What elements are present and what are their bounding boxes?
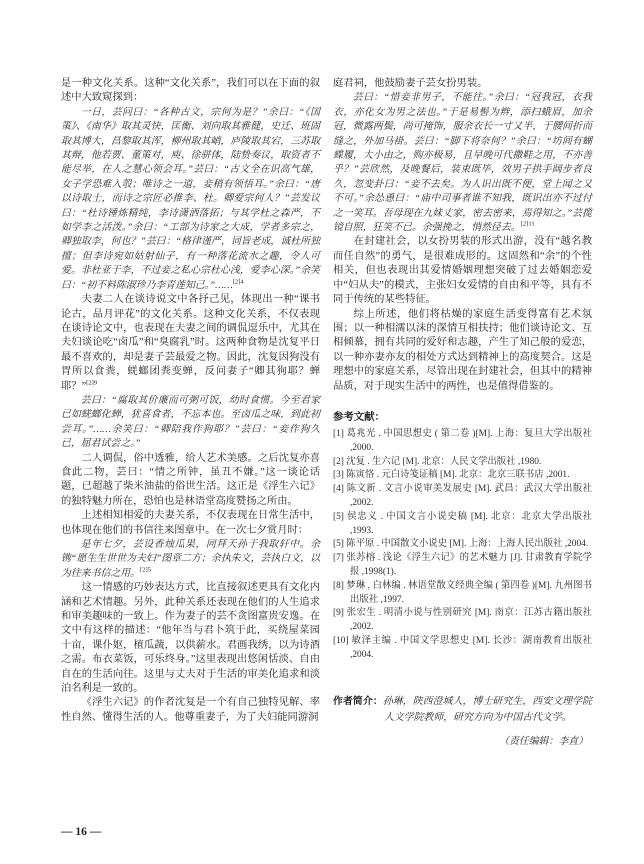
reference-item: [8] 梦琳 , 白林编 . 林语堂散文经典全编 ( 第四卷 )[M]. 九州图书出版社 ,1997. xyxy=(333,580,592,605)
quote-text: 芸曰：“惜妾非男子，不能往。”余曰：“冠我冠，衣我衣，亦化女为男之法也。”于是易髻为辫，添扫蛾眉，加余冠，微露两鬓，尚可掩饰，服余衣长一寸又半，于腰间折而缝之，外加马褂。芸曰：“脚下将奈何？”余曰：“坊间有蝴蝶履，大小由之，购亦极易，且早晚可代撒鞋之用，不亦善乎？”芸欣然，及晚餐后，装束既毕，效男子拱手阔步者良久，忽变卦曰：“妾不去矣。为人识出既不便，堂上闻之又不可。”余怂恿曰：“庙中司事者谁不知我，既识出亦不过付之一笑耳。吾母现在九妹丈家，密去密来，焉得知之。”芸揽镜自照，狂笑不已。余强挽之，悄然径去。 xyxy=(333,92,592,234)
two-column-layout xyxy=(61,77,592,747)
right-column xyxy=(333,77,592,747)
citation-marker: [2]5 xyxy=(140,566,152,574)
citation-marker: [2]9 xyxy=(86,379,98,387)
quote-text: 是年七夕，芸设香烛瓜果，同拜天孙于我取轩中。余镌“愿生生世世为夫妇”图章二方；余执朱文，芸执白文，以为往来书信之用。 xyxy=(61,539,320,579)
block-quote xyxy=(61,106,320,293)
block-quote xyxy=(61,394,320,452)
reference-item: [9] 张宏生 . 明清小说与性别研究 [M]. 南京：江苏古籍出版社 ,2002. xyxy=(333,608,592,633)
citation-marker: [2]11 xyxy=(520,220,535,228)
quote-text: 一日，芸问曰：“各种古文，宗何为是？”余曰：“《国策》、《南华》取其灵快，匡衡、刘向取其雅健，史迁、班固取其博大，昌黎取其浑，柳州取其峭，庐陵取其宕，三苏取其辩，他若贾、董策对，庾、徐骈体，陆贽奏议，取资者不能尽举，在人之慧心领会耳。”芸曰：“古文全在识高气雄，女子学恐难入彀；唯诗之一道，妾稍有领悟耳。”余曰：“唐以诗取士，而诗之宗匠必推李、杜。卿爱宗何人？”芸发议曰：“杜诗锤炼精纯，李诗潇洒落拓；与其学杜之森严，不如学李之活泼。”余曰：“工部为诗家之大成，学者多宗之，卿独取李，何也？”芸曰：“格律谨严，词旨老成，诚杜所独擅；但李诗宛如姑射仙子，有一种落花流水之趣，令人可爱。非杜亚于李，不过妾之私心宗杜心浅，爱李心深。”余笑曰：“初不料陈淑珍乃李青莲知己。”…… xyxy=(61,106,320,291)
left-column xyxy=(61,77,320,747)
author-bio xyxy=(333,694,592,725)
reference-item: [2] 沈复 . 生六记 [M]. 北京：人民文学出版社 ,1980. xyxy=(333,456,542,467)
paragraph xyxy=(333,235,592,307)
block-quote xyxy=(61,538,320,581)
citation-marker: [2]4 xyxy=(232,278,244,286)
paragraph-text: 二人调侃，俗中透雅，给人艺术美感。之后沈复亦喜食此二物，芸曰：“情之所钟，虽丑不嫌。”这一谈论话题，已超越了柴米油盐的俗世生活。这正是《浮生六记》的独特魅力所在，恐怕也是林语堂高度赞扬之所由。 xyxy=(61,452,320,507)
paragraph-text: 《浮生六记》的作者沈复是一个有自己独特见解、率性自然、懂得生活的人。他尊重妻子，为了夫妇能同游洞 xyxy=(61,697,320,723)
paragraph-text: 庭君祠，他鼓励妻子芸女扮男装。 xyxy=(333,78,488,89)
paragraph-text: 夫妻二人在谈诗说文中各抒己见，体现出一种“课书论古，品月评花”的文化关系。这种文化关系，不仅表现在谈诗论文中，也表现在夫妻之间的调侃逗乐中，尤其在夫妇谈论吃“卤瓜”和“臭腐乳”时。这两种食物是沈复平日最不喜欢的，却是妻子芸最爱之物。因此，沈复因狗没有胃所以食粪，蜣螂团粪变蝉，反问妻子“卿其狗耶？蝉耶？” xyxy=(61,294,320,392)
paragraph-text: 是一种文化关系。这种“文化关系”，我们可以在下面的叙述中大致窥探到： xyxy=(61,78,320,104)
paragraph xyxy=(61,696,320,725)
reference-item: [3] 陈寅恪 . 元白诗笺证稿 [M]. 北京：北京三联书店 ,2001. xyxy=(333,470,570,481)
author-bio-text: 孙琳，陕西澄城人，博士研究生，西安文理学院人文学院教师，研究方向为中国古代文学。 xyxy=(382,696,592,724)
paragraph-text: 上述相知相爱的夫妻关系，不仅表现在日常生活中，也体现在他们的书信往来图章中。在一次七夕赏月时： xyxy=(61,510,320,536)
reference-item: [7] 张苏榕 . 浅论《浮生六记》的艺术魅力 [J]. 甘肃教育学院学报 ,1998(1). xyxy=(333,553,592,577)
quote-text: 芸曰：“腐取其价廉而可粥可饭，幼时食惯。今至君家已如蜣螂化蝉，犹喜食者，不忘本也。至卤瓜之味，到此初尝耳。”……余笑曰：“卿陪我作狗耶？”芸曰：“妾作狗久已，屈君试尝之。” xyxy=(61,394,320,450)
references-heading: 参考文献： xyxy=(333,411,385,423)
paragraph xyxy=(61,293,320,394)
paragraph xyxy=(333,308,592,394)
paragraph xyxy=(61,509,320,538)
reference-item: [5] 陈平原 . 中国散文小说史 [M]. 上海：上海人民出版社 ,2004. xyxy=(333,539,589,550)
paragraph-text: 综上所述，他们将枯燥的家庭生活变得富有艺术氛围；以一种相濡以沫的深情互相扶持；他们谈诗论文、互相倾慕，拥有共同的爱好和志趣，产生了知己般的爱恋，以一种亦妻亦友的相处方式达到精神上的高度契合。这是理想中的家庭关系，尽管出现在封建社会，但其中的精神品质，对于现实生活中的两性，也是值得借鉴的。 xyxy=(333,308,592,392)
author-bio-label: 作者简介： xyxy=(333,696,383,708)
paragraph-text: 这一情感的巧妙表达方式，比直接叙述更具有文化内涵和艺术情趣。另外，此种关系还表现在他们的人生追求和审美趣味的一致上。作为妻子的芸不贪图富贵安逸。在文中有这样的描述：“他年当与君卜筑于此，买绕屋菜园十亩，课仆妪，植瓜蔬，以供薪水。君画我绣，以为诗酒之需。布衣菜饭，可乐终身。”这里表现出悠闲恬淡、自由自在的生活向往。这里与丈夫对于生活的审美化追求和淡泊名利是一致的。 xyxy=(61,582,320,695)
paragraph xyxy=(61,77,320,106)
editor-note: （责任编辑：李直） xyxy=(499,735,588,747)
reference-item: [4] 陈文新 . 文言小说审美发展史 [M]. 武昌：武汉大学出版社 ,2002. xyxy=(333,484,592,508)
reference-item: [5] 侯忠义 . 中国文言小说史稿 [M]. 北京：北京大学出版社 ,1993. xyxy=(333,511,592,536)
reference-item: [10] 敏泽主编 . 中国文学思想史 [M]. 长沙：湖南教育出版社 ,2004. xyxy=(333,635,592,660)
paragraph xyxy=(61,581,320,696)
block-quote xyxy=(333,91,592,235)
reference-item: [1] 葛兆光 . 中国思想史 ( 第二卷 )[M]. 上海：复旦大学出版社 ,2000. xyxy=(333,428,592,453)
paragraph-text: 在封建社会，以女扮男装的形式出游，没有“越名教而任自然”的勇气，是很难成形的。这固然和“余”的个性相关，但也表现出其爱情婚姻理想突破了过去婚姻恋爱中“妇从夫”的模式，主张妇女爱情的自由和平等，具有不同于传统的某些特征。 xyxy=(333,236,592,306)
paragraph xyxy=(333,77,592,91)
paragraph xyxy=(61,452,320,510)
page-number: — 16 — xyxy=(61,826,102,838)
